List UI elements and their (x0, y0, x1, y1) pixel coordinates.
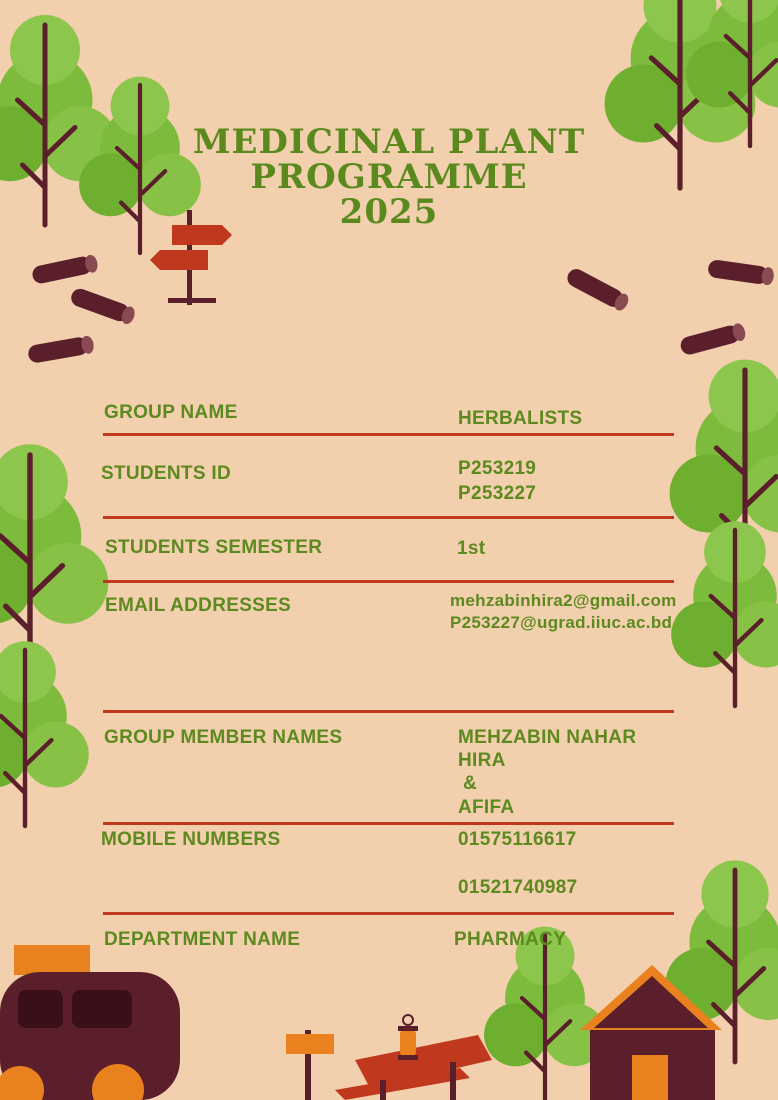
tree-icon (0, 444, 108, 671)
member-name-2: HIRA (458, 750, 506, 771)
log-icon (679, 322, 747, 356)
students-id-value-1: P253219 (458, 458, 537, 479)
van-icon (0, 945, 180, 1100)
log-icon (69, 286, 137, 325)
mobile-number-1: 01575116617 (458, 829, 577, 850)
divider (103, 822, 674, 825)
students-id-value-2: P253227 (458, 483, 537, 504)
divider (103, 580, 674, 583)
group-name-value: HERBALISTS (458, 408, 583, 429)
group-member-names-label: GROUP MEMBER NAMES (104, 727, 343, 748)
email-address-2: P253227@ugrad.iiuc.ac.bd (450, 613, 673, 632)
divider (103, 516, 674, 519)
signpost-icon (286, 1030, 334, 1100)
log-icon (27, 335, 95, 364)
divider (103, 710, 674, 713)
students-id-label: STUDENTS ID (101, 463, 231, 484)
divider (103, 912, 674, 915)
member-name-1: MEHZABIN NAHAR (458, 727, 637, 748)
students-semester-value: 1st (457, 538, 486, 559)
log-icon (31, 254, 99, 285)
tree-icon (671, 521, 778, 706)
lantern-icon (398, 1015, 418, 1060)
email-addresses-label: EMAIL ADDRESSES (105, 595, 292, 616)
tree-icon (0, 641, 89, 826)
divider (103, 433, 674, 436)
member-separator: & (463, 773, 478, 794)
page-title (0, 122, 778, 232)
mobile-number-2: 01521740987 (458, 877, 578, 898)
students-semester-label: STUDENTS SEMESTER (105, 537, 323, 558)
tree-icon (484, 927, 606, 1100)
log-icon (564, 266, 631, 313)
title-line-3: 2025 (339, 192, 439, 232)
title-line-1: MEDICINAL PLANT (192, 122, 586, 162)
log-icon (707, 259, 775, 286)
title-line-2: PROGRAMME (250, 157, 528, 197)
mobile-numbers-label: MOBILE NUMBERS (101, 829, 281, 850)
department-name-value: PHARMACY (454, 929, 567, 950)
group-name-label: GROUP NAME (104, 402, 238, 423)
member-name-3: AFIFA (458, 797, 515, 818)
department-name-label: DEPARTMENT NAME (104, 929, 301, 950)
email-address-1: mehzabinhira2@gmail.com (450, 591, 677, 610)
